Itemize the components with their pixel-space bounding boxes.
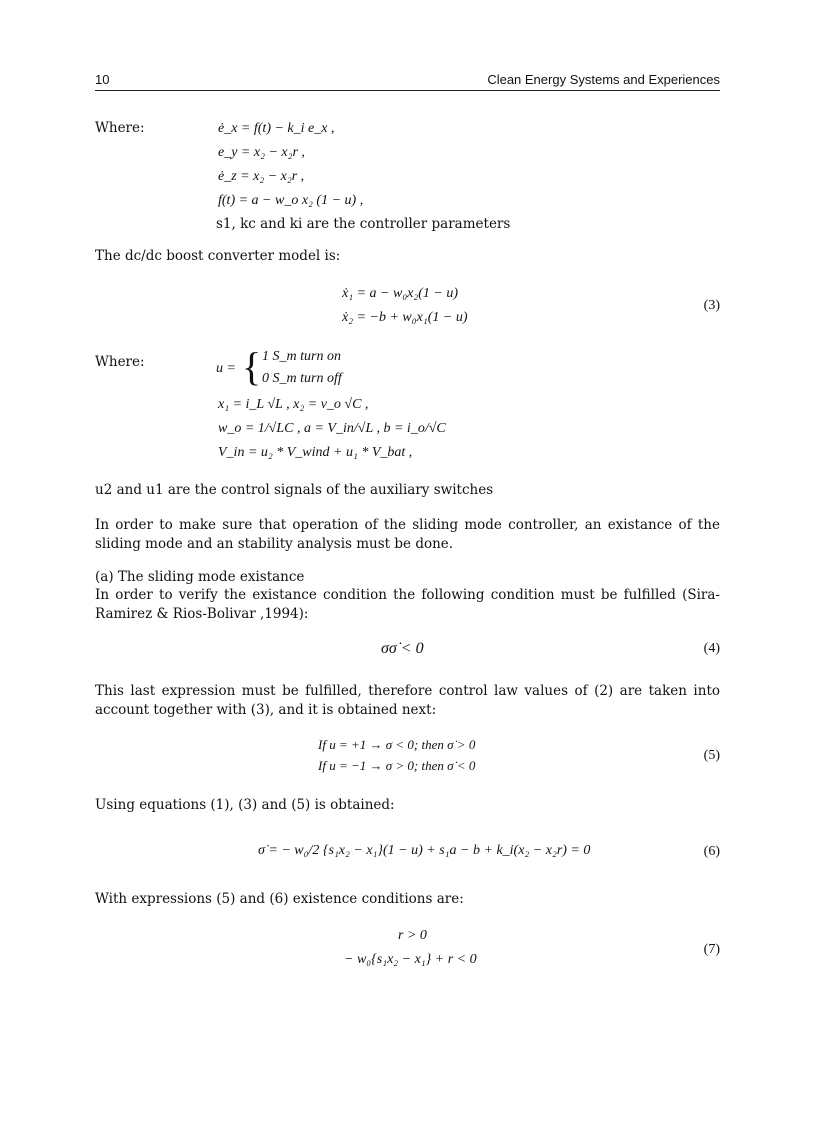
left-brace-icon: { xyxy=(242,344,262,389)
control-signals-text: u2 and u1 are the control signals of the auxiliary switches xyxy=(95,482,494,498)
model-intro-text: The dc/dc boost converter model is: xyxy=(95,248,341,264)
equation-4: σσ̇ < 0 xyxy=(381,640,424,657)
equation-w-definitions: w_o = 1/√LC , a = V_in/√L , b = i_o/√C xyxy=(218,421,446,436)
equation-ex: ė_x = f(t) − k_i e_x , xyxy=(218,121,335,136)
equation-ey: e_y = x₂ − x₂r , xyxy=(218,145,305,160)
page-number: 10 xyxy=(95,72,110,87)
u-symbol: u = xyxy=(216,361,236,376)
existence-conditions-text: With expressions (5) and (6) existence conditions are: xyxy=(95,891,464,907)
u-off-case: 0 S_m turn off xyxy=(262,371,342,386)
where-label: Where: xyxy=(95,120,145,136)
equation-6-number: (6) xyxy=(703,844,720,859)
running-header xyxy=(95,70,720,91)
equation-5-line2: If u = −1 → σ > 0; then σ̇ < 0 xyxy=(318,758,476,773)
equation-3-line2: ẋ₂ = −b + w₀x₁(1 − u) xyxy=(342,310,468,325)
equation-vin: V_in = u₂ * V_wind + u₁ * V_bat , xyxy=(218,445,413,460)
where-label: Where: xyxy=(95,354,145,370)
equation-7-line2: − w₀{s₁x₂ − x₁} + r < 0 xyxy=(344,952,477,967)
paragraph-control-law: This last expression must be fulfilled, therefore control law values of (2) are taken into account together with (3), and it is obtained next: xyxy=(95,683,720,718)
equation-ft: f(t) = a − w_o x₂ (1 − u) , xyxy=(218,193,364,208)
paragraph-sliding-mode: In order to make sure that operation of the sliding mode controller, an existance of the sliding mode and an stability analysis must be done. xyxy=(95,517,720,552)
equation-3-number: (3) xyxy=(703,298,720,313)
book-title: Clean Energy Systems and Experiences xyxy=(487,72,720,87)
equation-3-line1: ẋ₁ = a − w₀x₂(1 − u) xyxy=(342,286,459,301)
controller-parameters-text: s1, kc and ki are the controller parameters xyxy=(216,216,511,232)
equation-4-number: (4) xyxy=(703,641,720,656)
equation-5-line1: If u = +1 → σ < 0; then σ̇ > 0 xyxy=(318,737,476,752)
u-on-case: 1 S_m turn on xyxy=(262,349,341,364)
equation-ez: ė_z = x₂ − x₂r , xyxy=(218,169,305,184)
equation-6: σ̇ = − w₀/2 {s₁x₂ − x₁}(1 − u) + s₁a − b + k_i(x₂ − x₂r) = 0 xyxy=(258,843,591,858)
section-title-existance: (a) The sliding mode existance xyxy=(95,569,305,585)
equation-5-number: (5) xyxy=(703,748,720,763)
using-equations-text: Using equations (1), (3) and (5) is obtained: xyxy=(95,797,395,813)
paragraph-existance: In order to verify the existance condition the following condition must be fulfilled (Sira-Ramirez & Rios-Bolivar ,1994): xyxy=(95,587,720,622)
equation-7-line1: r > 0 xyxy=(398,928,427,943)
equation-7-number: (7) xyxy=(703,942,720,957)
equation-x-definitions: x₁ = i_L √L , x₂ = v_o √C , xyxy=(218,397,369,412)
